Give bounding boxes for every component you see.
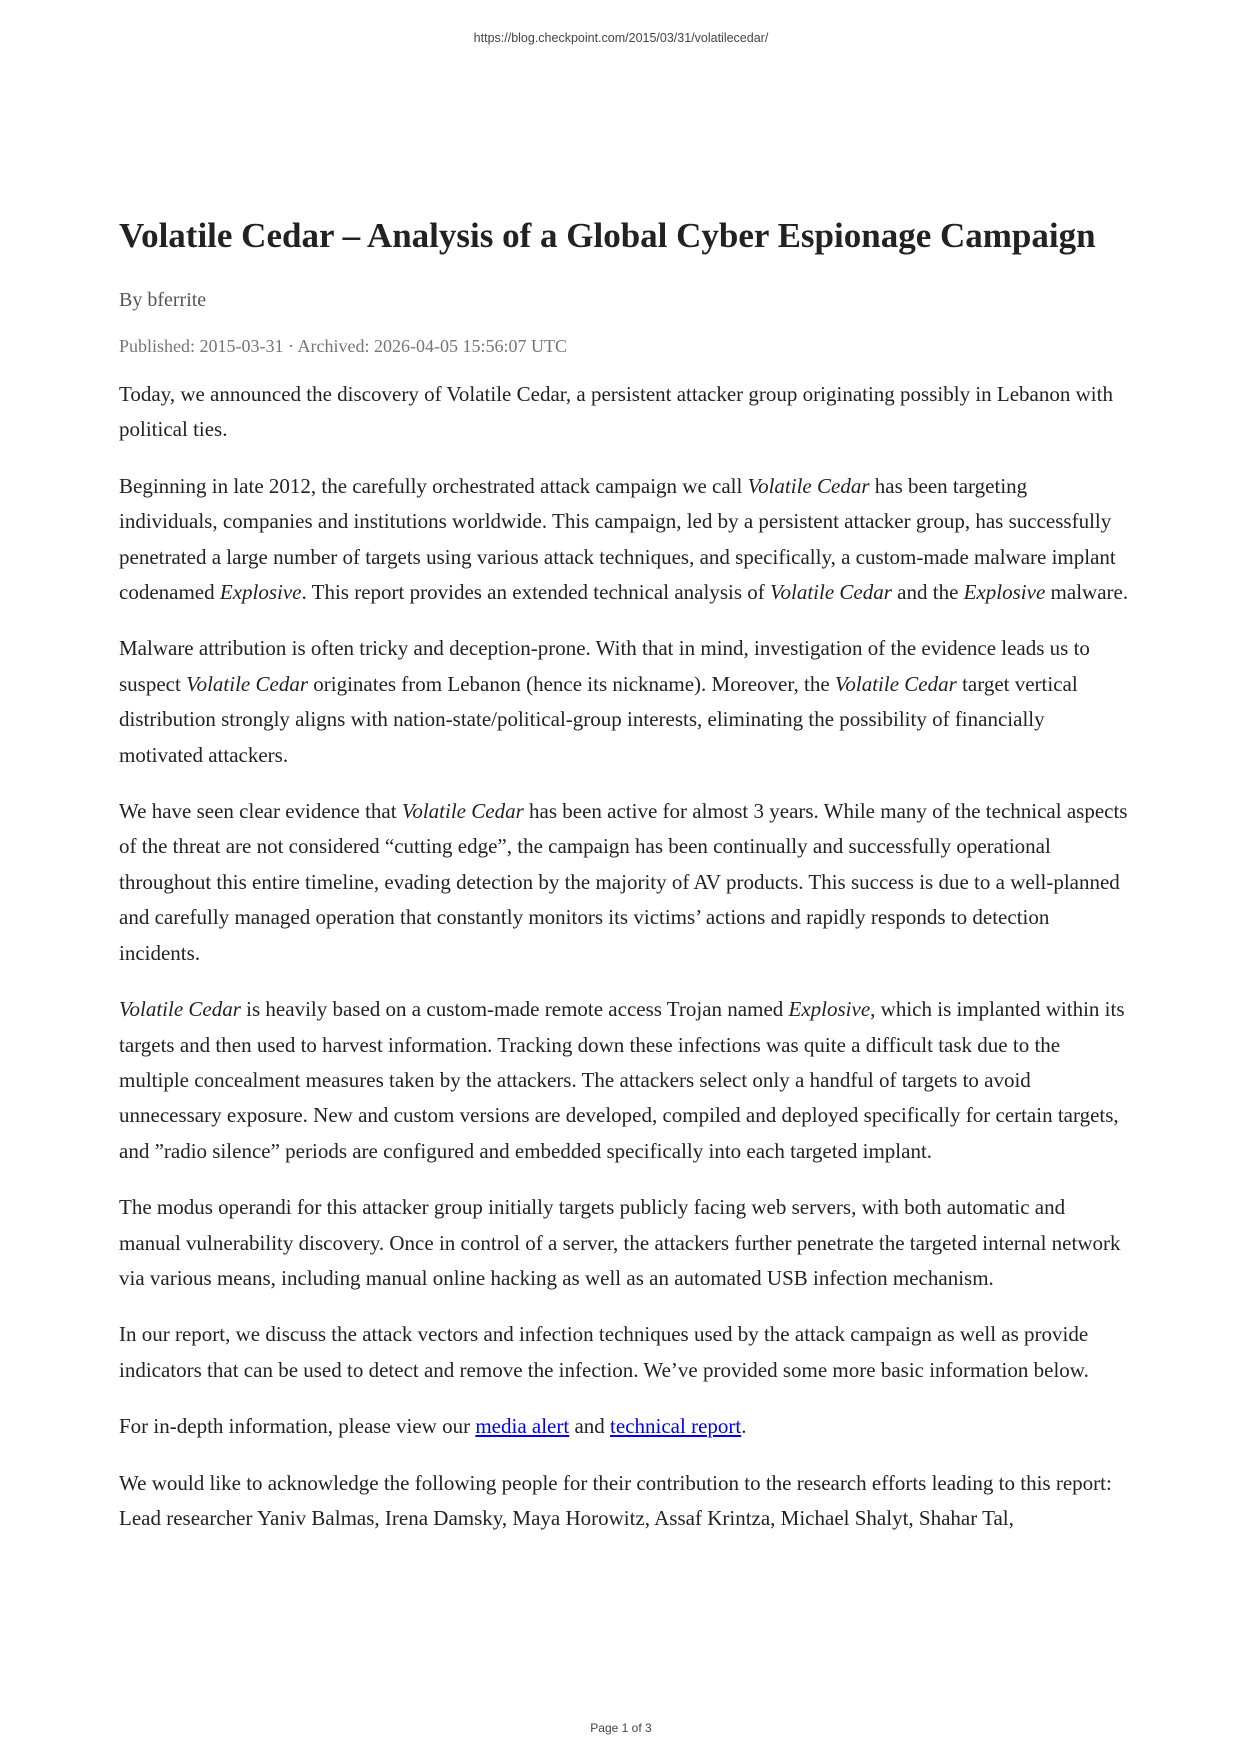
text: .: [741, 1414, 747, 1439]
paragraph-2: [119, 469, 1129, 611]
text: . This report provides an extended technical analysis of: [301, 580, 770, 605]
paragraph-8: [119, 1409, 1129, 1444]
article-body: [119, 377, 1129, 1536]
paragraph-3: [119, 631, 1129, 773]
media-alert-link[interactable]: media alert: [475, 1414, 570, 1439]
text: , which is implanted within its targets and then used to harvest information. Tracking down these infections was quite a difficult task due to the multiple concealment measures taken by the attackers. The attackers select only a handful of targets to avoid unnecessary exposure. New and custom versions are developed, compiled and deployed specifically for certain targets, and ”radio silence” periods are configured and embedded specifically into each targeted implant.: [119, 997, 1125, 1163]
paragraph-4: [119, 794, 1129, 971]
text: has been active for almost 3 years. While many of the technical aspects of the threat are not considered “cutting edge”, the campaign has been continually and successfully operational throughout this entire timeline, evading detection by the majority of AV products. This success is due to a well-planned and carefully managed operation that constantly monitors its victims’ actions and rapidly responds to detection incidents.: [119, 799, 1128, 965]
publish-meta: Published: 2015-03-31 · Archived: 2026-04-05 15:56:07 UTC: [119, 336, 567, 356]
text: For in-depth information, please view our: [119, 1414, 476, 1439]
paragraph-1: Today, we announced the discovery of Volatile Cedar, a persistent attacker group originating possibly in Lebanon with political ties.: [119, 382, 1113, 442]
article: [119, 210, 1129, 1557]
paragraph-9: We would like to acknowledge the following people for their contribution to the research efforts leading to this report: Lead researcher Yaniv Balmas, Irena Damsky, Maya Horowitz, Assaf Krintza, Michael Shalyt, Shahar Tal,: [119, 1470, 1112, 1530]
text: has been targeting individuals, companies and institutions worldwide. This campaign, led by a persistent attacker group, has successfully penetrated a large number of targets using various attack techniques, and specifically, a custom-made malware implant codenamed: [119, 473, 1116, 605]
text: and: [569, 1414, 611, 1439]
text: is heavily based on a custom-made remote access Trojan named: [240, 997, 789, 1022]
text: originates from Lebanon (hence its nickname). Moreover, the: [308, 671, 835, 696]
emphasis: Volatile Cedar: [747, 473, 870, 498]
source-url: https://blog.checkpoint.com/2015/03/31/volatilecedar/: [473, 31, 769, 45]
paragraph-7: In our report, we discuss the attack vectors and infection techniques used by the attack campaign as well as provide indicators that can be used to detect and remove the infection. We’ve provided some more basic information below.: [119, 1322, 1089, 1382]
emphasis: Explosive: [788, 997, 871, 1022]
emphasis: Volatile Cedar: [119, 997, 241, 1022]
technical-report-link[interactable]: technical report: [610, 1414, 742, 1439]
emphasis: Volatile Cedar: [834, 671, 957, 696]
emphasis: Explosive: [963, 580, 1046, 605]
text: We have seen clear evidence that: [119, 799, 402, 824]
emphasis: Volatile Cedar: [186, 671, 308, 696]
emphasis: Volatile Cedar: [401, 799, 524, 824]
page-title: Volatile Cedar – Analysis of a Global Cyber Espionage Campaign: [119, 216, 1096, 255]
emphasis: Volatile Cedar: [770, 580, 892, 605]
emphasis: Explosive: [219, 580, 302, 605]
text: Beginning in late 2012, the carefully orchestrated attack campaign we call: [119, 473, 748, 498]
page-number: Page 1 of 3: [590, 1721, 652, 1735]
paragraph-6: The modus operandi for this attacker group initially targets publicly facing web servers, with both automatic and manual vulnerability discovery. Once in control of a server, the attackers further penetrate the targeted internal network via various means, including manual online hacking as well as an automated USB infection mechanism.: [119, 1195, 1121, 1290]
text: and the: [891, 580, 964, 605]
text: target vertical distribution strongly aligns with nation-state/political-group interests, eliminating the possibility of financially motivated attackers.: [119, 671, 1078, 767]
paragraph-5: [119, 992, 1129, 1169]
byline: By bferrite: [119, 289, 207, 311]
text: malware.: [1045, 580, 1129, 605]
text: Malware attribution is often tricky and deception-prone. With that in mind, investigation of the evidence leads us to suspect: [119, 636, 1090, 696]
